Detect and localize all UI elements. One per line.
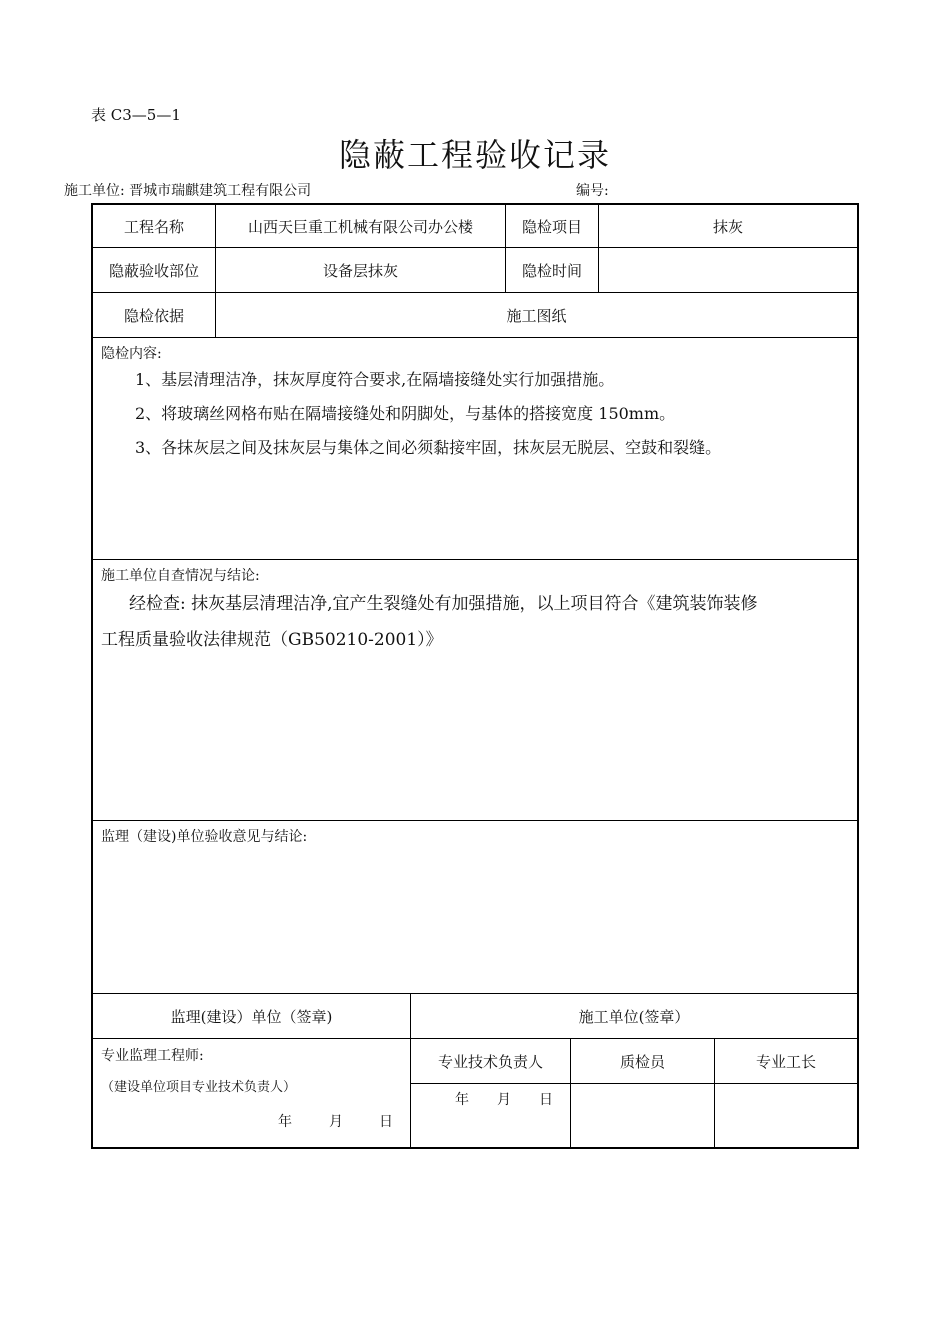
engineer-note: （建设单位项目专业技术负责人）: [101, 1080, 297, 1095]
date-day: 日: [379, 1114, 393, 1130]
row-divider: [410, 1083, 857, 1084]
inspection-item-label: 隐检项目: [521, 217, 582, 236]
self-check-label: 施工单位自查情况与结论:: [101, 568, 260, 584]
inspection-item-value: 抹灰: [712, 217, 743, 236]
date-month: 月: [329, 1114, 343, 1130]
basis-label: 隐检依据: [123, 306, 184, 325]
content-item: 2、将玻璃丝网格布贴在隔墙接缝处和阴脚处，与基体的搭接宽度 150mm。: [135, 404, 676, 423]
supervising-engineer-label: 专业监理工程师:: [101, 1048, 204, 1064]
inspection-time-label: 隐检时间: [521, 261, 582, 280]
basis-value: 施工图纸: [506, 306, 567, 325]
row-divider: [93, 559, 857, 560]
row-divider: [93, 337, 857, 338]
date-day: 日: [539, 1092, 553, 1108]
serial-number-label: 编号:: [576, 183, 609, 199]
supervision-opinion-label: 监理（建设)单位验收意见与结论:: [101, 829, 308, 845]
date-month: 月: [497, 1092, 511, 1108]
foreman-label: 专业工长: [755, 1052, 816, 1071]
form-code: 表 C3—5—1: [91, 106, 181, 124]
project-name-label: 工程名称: [123, 217, 184, 236]
inspection-form-table: [91, 203, 859, 1149]
date-year: 年: [278, 1114, 292, 1130]
construction-unit-line: 施工单位: 晋城市瑞麒建筑工程有限公司: [64, 183, 312, 199]
inspection-time-value: [599, 248, 857, 292]
quality-inspector-label: 质检员: [619, 1052, 665, 1071]
row-divider: [93, 820, 857, 821]
hidden-part-value: 设备层抹灰: [322, 261, 398, 280]
page-title: 隐蔽工程验收记录: [338, 136, 611, 174]
content-item: 3、各抹灰层之间及抹灰层与集体之间必须黏接牢固，抹灰层无脱层、空鼓和裂缝。: [135, 438, 722, 457]
date-year: 年: [455, 1092, 469, 1108]
content-label: 隐检内容:: [101, 346, 162, 362]
content-item: 1、基层清理洁净，抹灰厚度符合要求,在隔墙接缝处实行加强措施。: [135, 370, 615, 389]
supervision-unit-signature-label: 监理(建设）单位（签章): [170, 1007, 333, 1026]
construction-unit-signature-label: 施工单位(签章）: [578, 1007, 690, 1026]
self-check-conclusion: 经检查: 抹灰基层清理洁净,宜产生裂缝处有加强措施，以上项目符合《建筑装饰装修: [129, 594, 758, 614]
hidden-part-label: 隐蔽验收部位: [108, 261, 199, 280]
project-name-value: 山西天巨重工机械有限公司办公楼: [247, 217, 473, 236]
self-check-conclusion-cont: 工程质量验收法律规范（GB50210-2001）》: [101, 630, 443, 650]
tech-lead-label: 专业技术负责人: [437, 1052, 543, 1071]
